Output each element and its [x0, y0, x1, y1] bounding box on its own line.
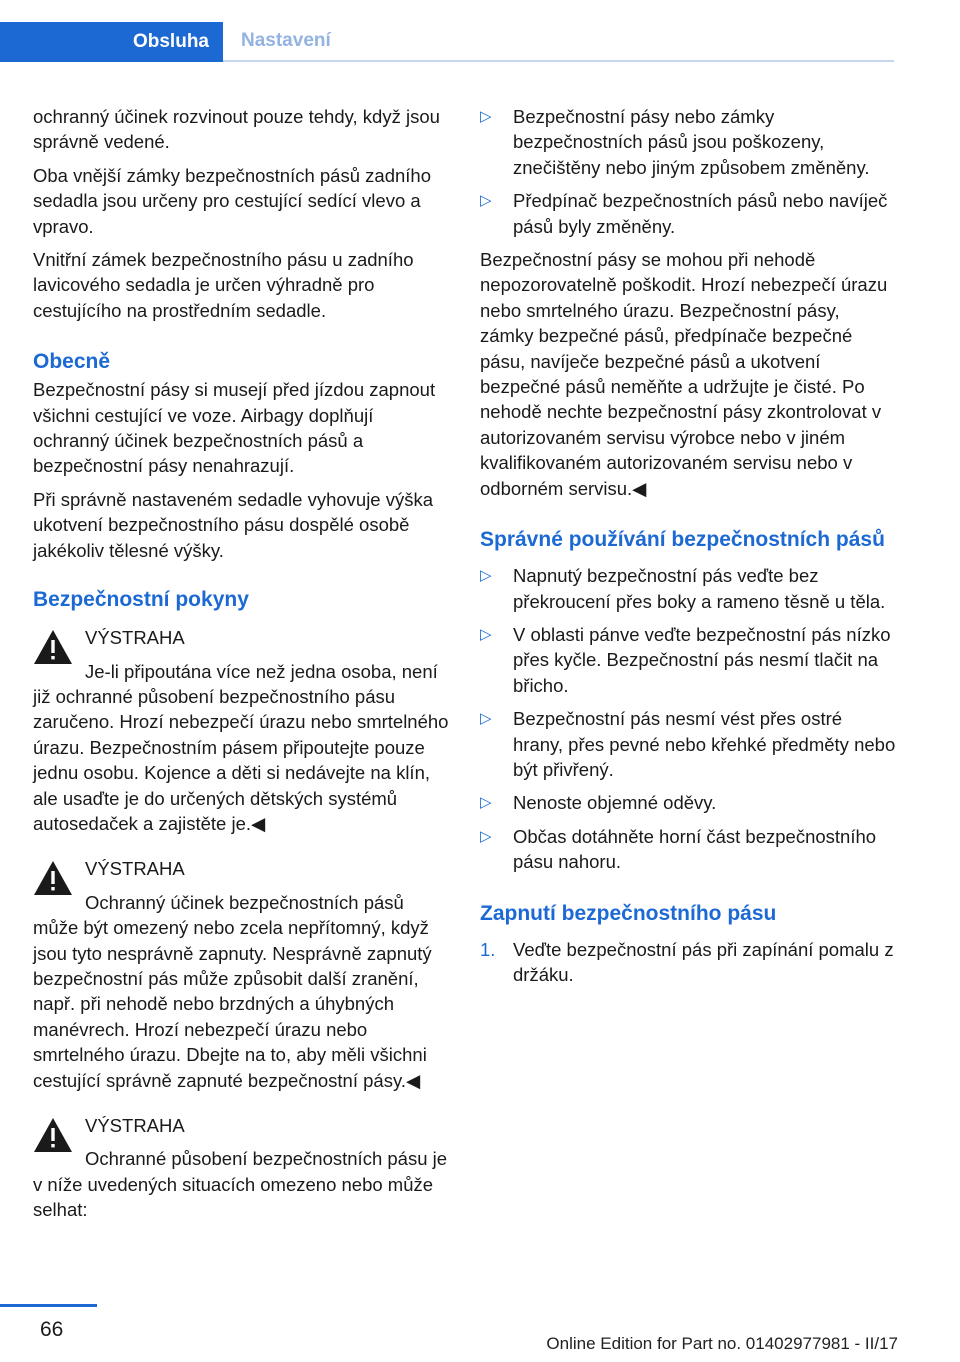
- list-item: ▷ Napnutý bezpečnostní pás veďte bez překroucení přes boky a rameno těsně u těla.: [480, 565, 886, 612]
- heading-bezpecnostni-pokyny: Bezpečnostní pokyny: [33, 588, 249, 612]
- paragraph: Bezpečnostní pásy si musejí před jízdou zapnout všichni cestující ve voze. Airbagy doplňují ochranný účinek bezpečnostních pásů a bezpečnostní pásy nenahrazují.: [33, 379, 436, 477]
- heading-obecne: Obecně: [33, 350, 111, 374]
- warning-title: VÝSTRAHA: [85, 627, 185, 649]
- warning-title: VÝSTRAHA: [85, 1115, 185, 1136]
- list-item: ▷ Občas dotáhněte horní část bezpečnostního pásu nahoru.: [480, 825, 877, 873]
- tab-nastaveni[interactable]: Nastavení: [223, 22, 894, 62]
- warning-triangle-icon: [33, 629, 73, 665]
- right-column: [480, 104, 896, 987]
- list-item: ▷ Nenoste objemné oděvy.: [480, 790, 896, 815]
- list-item: ▷ Bezpečnostní pás nesmí vést přes ostré hrany, přes pevné nebo křehké předměty nebo být přivřený.: [480, 708, 896, 780]
- bullet-list: [480, 563, 896, 874]
- paragraph: Bezpečnostní pásy se mohou při nehodě nepozorovatelně poškodit. Hrozí nebezpečí úrazu nebo smrtelného úrazu. Bezpečnostní pásy, zámky bezpečné pásů, předpínače bezpečné pásu, navíječe bezpečné pásů a ukotvení bezpečné pásů neměňte a udržujte je čisté. Po nehodě nechte bezpečnostní pásy zkontrolovat v autorizovaném servisu výrobce nebo v jiném kvalifikovaném autorizovaném servisu nebo v odborném servisu.◀: [480, 249, 888, 499]
- warning-block: [33, 1113, 449, 1223]
- paragraph: Při správně nastaveném sedadle vyhovuje výška ukotvení bezpečnostního pásu dospělé osobě jakékoliv tělesné výšky.: [33, 488, 434, 561]
- bullet-list: [480, 104, 896, 239]
- triangle-bullet-icon: ▷: [480, 794, 492, 812]
- step-number: 1.: [480, 938, 496, 960]
- step-item: 1. Veďte bezpečnostní pás při zapínání pomalu z držáku.: [480, 938, 894, 985]
- warning-block: [33, 856, 449, 1093]
- list-item: ▷ Bezpečnostní pásy nebo zámky bezpečnostních pásů jsou poškozeny, znečištěny nebo jiným způsobem změněny.: [480, 106, 870, 178]
- triangle-bullet-icon: ▷: [480, 827, 492, 845]
- triangle-bullet-icon: ▷: [480, 710, 492, 728]
- paragraph: ochranný účinek rozvinout pouze tehdy, když jsou správně vedené.: [33, 106, 440, 153]
- triangle-bullet-icon: ▷: [480, 625, 492, 643]
- list-item: ▷ Předpínač bezpečnostních pásů nebo navíječ pásů byly změněny.: [480, 190, 888, 237]
- step-list: [480, 937, 896, 988]
- warning-triangle-icon: [33, 1117, 73, 1153]
- footer-rule: [0, 1304, 97, 1307]
- triangle-bullet-icon: ▷: [480, 192, 492, 210]
- tab-obsluha[interactable]: Obsluha: [0, 22, 223, 62]
- warning-text: Ochranný účinek bezpečnostních pásů může být omezený nebo zcela nepřítomný, když jsou tyto nesprávně zapnuty. Nesprávně zapnutý bezpečnostní pás může způsobit další zranění, např. při nehodě nebo brzdných a úhybných manévrech. Hrozí nebezpečí úrazu nebo smrtelného úrazu. Dbejte na to, aby měli všichni cestující správně zapnuté bezpečnostní pásy.◀: [33, 891, 432, 1091]
- header-tabs: [0, 22, 894, 62]
- warning-triangle-icon: [33, 860, 73, 896]
- heading-zapnuti: Zapnutí bezpečnostního pásu: [480, 901, 777, 925]
- heading-spravne-pouzivani: Správné používání bezpečnostních pásů: [480, 528, 885, 552]
- triangle-bullet-icon: ▷: [480, 108, 492, 125]
- triangle-bullet-icon: ▷: [480, 567, 492, 585]
- left-column: [33, 104, 449, 1243]
- page-number: 66: [40, 1318, 64, 1341]
- paragraph: Oba vnější zámky bezpečnostních pásů zadního sedadla jsou určeny pro cestující sedící vlevo a vpravo.: [33, 164, 431, 237]
- list-item: ▷ V oblasti pánve veďte bezpečnostní pás nízko přes kyčle. Bezpečnostní pás nesmí tlačit na břicho.: [480, 623, 891, 696]
- paragraph: Vnitřní zámek bezpečnostního pásu u zadního lavicového sedadla je určen výhradně pro cestujícího na prostředním sedadle.: [33, 249, 414, 321]
- warning-text: Je-li připoutána více než jedna osoba, není již ochranné působení bezpečnostního pásu zaručeno. Hrozí nebezpečí úrazu nebo smrtelného úrazu. Bezpečnostním pásem připoutejte pouze jednu osobu. Kojence a děti si nedávejte na klín, ale usaďte je do určených dětských systémů autosedaček a zajistěte je.◀: [33, 660, 449, 834]
- warning-text: Ochranné působení bezpečnostních pásu je v níže uvedených situacích omezeno nebo může selhat:: [33, 1148, 448, 1221]
- edition-note: Online Edition for Part no. 01402977981 - II/17: [546, 1334, 898, 1353]
- warning-title: VÝSTRAHA: [85, 858, 185, 880]
- warning-block: [33, 625, 449, 836]
